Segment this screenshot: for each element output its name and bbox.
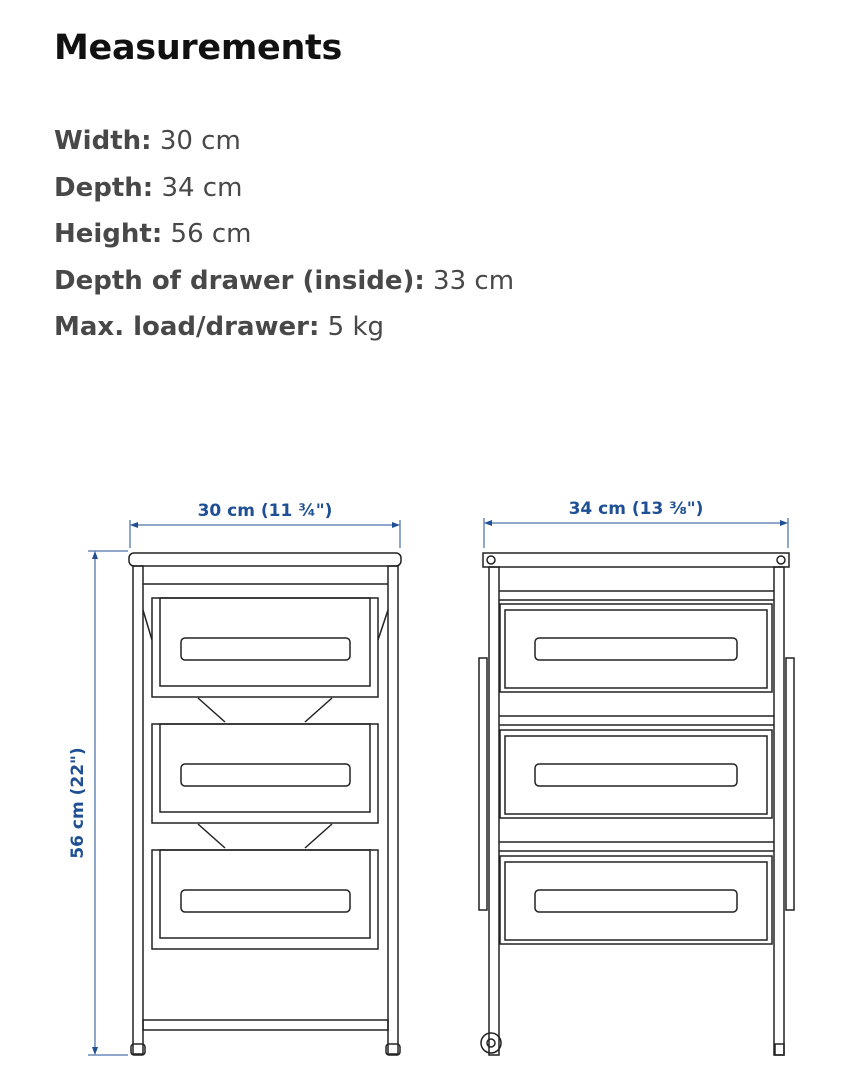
side-drawer-2	[500, 730, 772, 818]
front-drawer-2	[152, 724, 378, 823]
depth-dimension	[484, 518, 788, 548]
spec-drawer-depth: Depth of drawer (inside): 33 cm	[54, 265, 515, 296]
width-label: 30 cm (11 ¾")	[197, 501, 333, 521]
front-drawer-3	[152, 850, 378, 949]
spec-max-load: Max. load/drawer: 5 kg	[54, 312, 385, 342]
width-dimension	[130, 520, 400, 548]
front-drawer-1	[152, 598, 378, 697]
caster-wheel	[481, 1033, 501, 1053]
spec-width: Width: 30 cm	[54, 126, 241, 156]
spec-depth: Depth: 34 cm	[54, 172, 243, 203]
page-title: Measurements	[54, 28, 343, 68]
side-drawer-3	[500, 856, 772, 944]
side-drawer-1	[500, 604, 772, 692]
depth-label: 34 cm (13 ⅜")	[568, 499, 704, 519]
front-view-drawing	[129, 553, 401, 1055]
height-dimension	[88, 551, 128, 1055]
height-label: 56 cm (22")	[68, 747, 88, 859]
spec-height: Height: 56 cm	[54, 219, 252, 249]
side-view-drawing	[479, 553, 794, 1055]
